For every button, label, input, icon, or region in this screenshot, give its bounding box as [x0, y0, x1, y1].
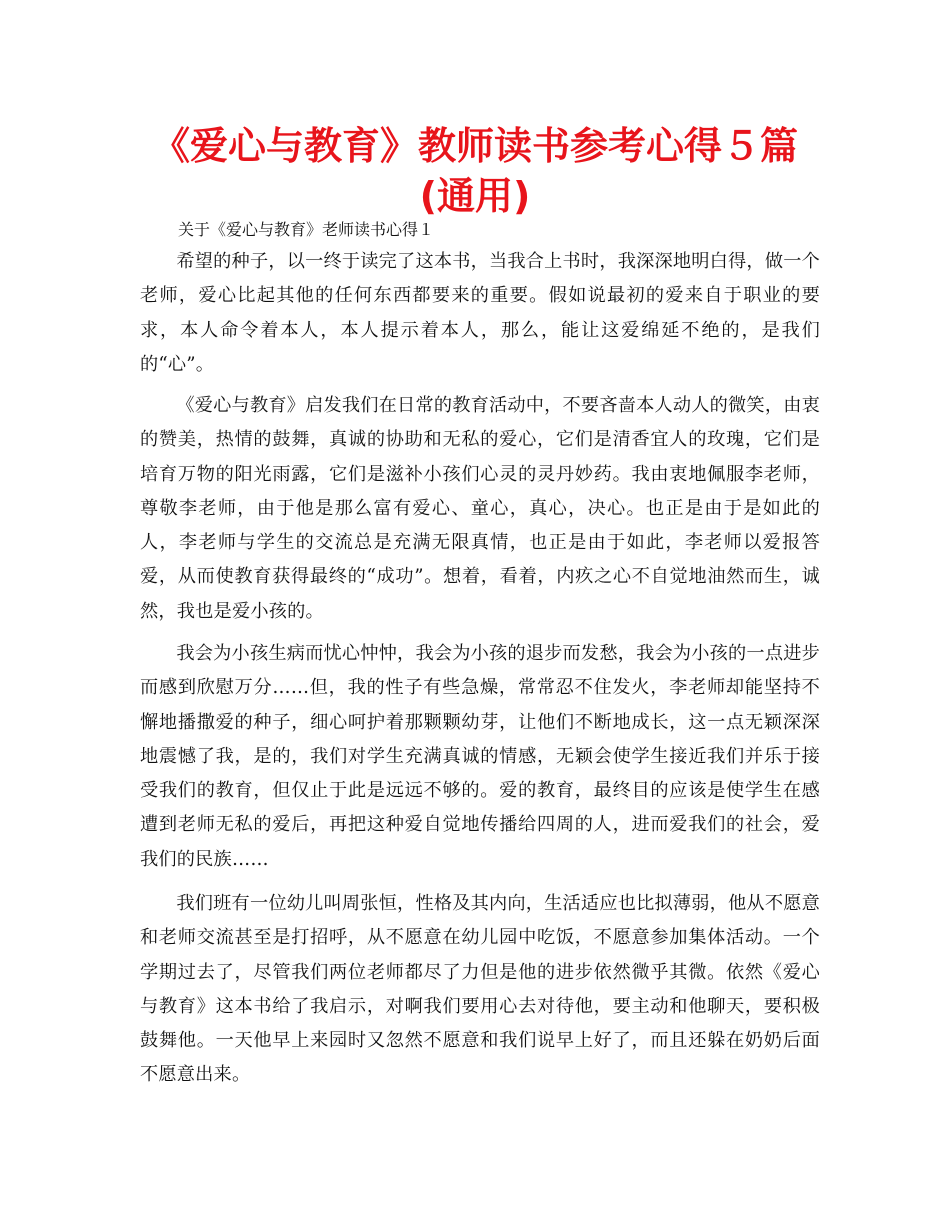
section-subheading: 关于《爱心与教育》老师读书心得１	[178, 220, 435, 239]
document-title-line1: 《爱心与教育》教师读书参考心得５篇	[151, 124, 798, 168]
body-paragraph: 我们班有一位幼儿叫周张恒，性格及其内向，生活适应也比拟薄弱，他从不愿意和老师交流甚至是打招呼，从不愿意在幼儿园中吃饭，不愿意参加集体活动。一个学期过去了，尽管我们两位老师都尽了力但是他的进步依然微乎其微。依然《爱心与教育》这本书给了我启示，对啊我们要用心去对待他，要主动和他聊天，要积极鼓舞他。一天他早上来园时又忽然不愿意和我们说早上好了，而且还躲在奶奶后面不愿意出来。	[140, 893, 820, 1086]
body-paragraph: 我会为小孩生病而忧心忡忡，我会为小孩的退步而发愁，我会为小孩的一点进步而感到欣慰万分……但，我的性子有些急燥，常常忍不住发火，李老师却能坚持不懈地播撒爱的种子，细心呵护着那颗颗幼芽，让他们不断地成长，这一点无颖深深地震憾了我，是的，我们对学生充满真诚的情感，无颖会使学生接近我们并乐于接受我们的教育，但仅止于此是远远不够的。爱的教育，最终目的应该是使学生在感遭到老师无私的爱后，再把这种爱自觉地传播给四周的人，进而爱我们的社会，爱我们的民族……	[140, 643, 820, 870]
body-paragraph: 希望的种子，以一终于读完了这本书，当我合上书时，我深深地明白得，做一个老师，爱心比起其他的任何东西都要来的重要。假如说最初的爱来自于职业的要求，本人命令着本人，本人提示着本人，那么，能让这爱绵延不绝的，是我们的“心”。	[140, 251, 820, 375]
body-paragraph: 《爱心与教育》启发我们在日常的教育活动中，不要吝啬本人动人的微笑，由衷的赞美，热情的鼓舞，真诚的协助和无私的爱心，它们是清香宜人的玫瑰，它们是培育万物的阳光雨露，它们是滋补小孩们心灵的灵丹妙药。我由衷地佩服李老师，尊敬李老师，由于他是那么富有爱心、童心，真心，决心。也正是由于是如此的人，李老师与学生的交流总是充满无限真情，也正是由于如此，李老师以爱报答爱，从而使教育获得最终的“成功”。想着，看着，内疚之心不自觉地油然而生，诚然，我也是爱小孩的。	[140, 395, 820, 622]
document-title-line2: (通用)	[419, 174, 531, 218]
